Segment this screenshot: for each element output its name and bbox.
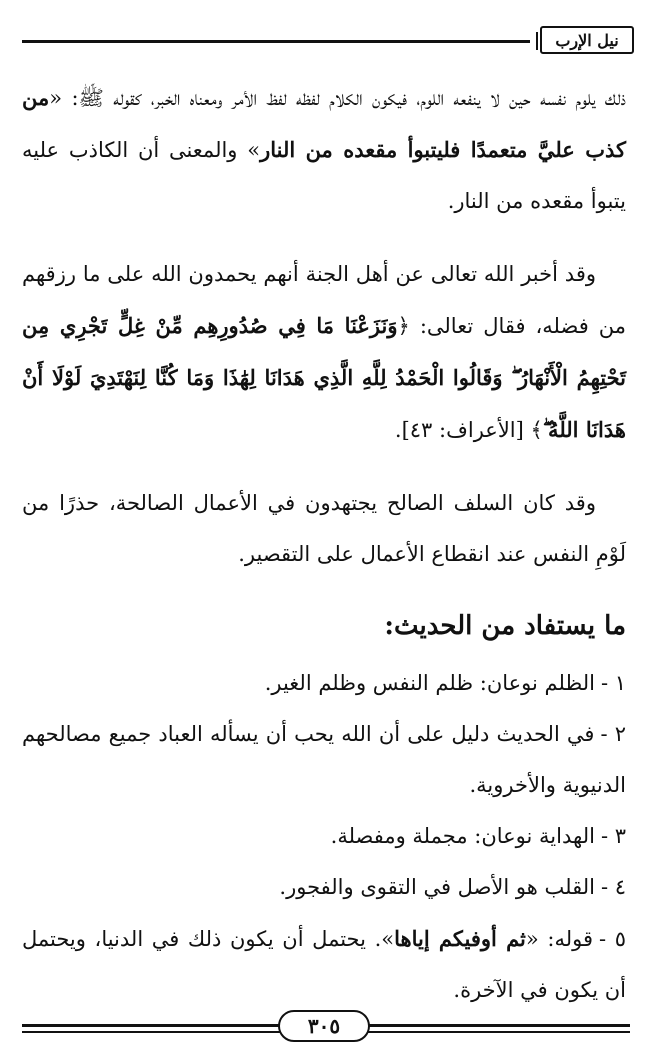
list-item-text: في الحديث دليل على أن الله يحب أن يسأله العباد جميع مصالحهم الدنيوية والأخروية.: [22, 722, 626, 797]
quran-verse: وَنَزَعْنَا مَا فِي صُدُورِهِم مِّنْ غِلٍّ تَجْرِي مِن تَحْتِهِمُ الْأَنْهَارُ ۖ وَقَالُوا الْحَمْدُ لِلَّهِ الَّذِي هَدَانَا لِهَٰذَا وَمَا كُنَّا لِنَهْتَدِيَ لَوْلَا أَنْ هَدَانَا اللَّهُ ۖ: [22, 313, 626, 442]
header-rule-end: [536, 32, 538, 50]
list-item: [22, 658, 626, 709]
verse-reference: ﴾ [الأعراف: ٤٣].: [394, 418, 543, 442]
list-item-text-end: ». يحتمل أن يكون ذلك في الدنيا، ويحتمل أن يكون في الآخرة.: [22, 927, 626, 1002]
page-footer: [22, 1008, 630, 1048]
list-item-text: قوله: «: [525, 927, 593, 951]
hadith-quote: ثم أوفيكم إياها: [394, 926, 526, 951]
paragraph-1-text-end: » والمعنى أن الكاذب عليه يتبوأ مقعده من النار.: [22, 138, 626, 213]
list-item-number: ٥ -: [599, 927, 626, 951]
paragraph-1: [22, 72, 626, 227]
paragraph-2: [22, 249, 626, 456]
benefits-list: [22, 658, 626, 1016]
list-item-number: ١ -: [600, 671, 626, 695]
list-item-text: الهداية نوعان: مجملة ومفصلة.: [330, 824, 595, 848]
list-item-number: ٤ -: [600, 875, 626, 899]
page-body: [22, 72, 626, 1016]
header-rule: [22, 40, 530, 43]
page-header: [22, 20, 634, 60]
book-title: نيل الإرب: [540, 26, 634, 54]
list-item: [22, 862, 626, 913]
section-heading: ما يستفاد من الحديث:: [384, 611, 626, 641]
list-item-number: ٢ -: [600, 722, 626, 746]
list-item: [22, 913, 626, 1016]
page-number: ٣٠٥: [278, 1010, 370, 1042]
paragraph-1-text: ذلك يلوم نفسه حين لا ينفعه اللوم، فيكون الكلام لفظه لفظ الأمر ومعناه الخبر، كقوله ﷺ: «: [49, 86, 626, 110]
list-item-text: القلب هو الأصل في التقوى والفجور.: [279, 875, 595, 899]
list-item: [22, 709, 626, 811]
paragraph-2-text: وقد أخبر الله تعالى عن أهل الجنة أنهم يحمدون الله على ما رزقهم من فضله، فقال تعالى: ﴿: [22, 262, 626, 338]
hadith-quote: من كذب عليَّ متعمدًا فليتبوأ مقعده من النار: [22, 85, 626, 162]
paragraph-3: وقد كان السلف الصالح يجتهدون في الأعمال الصالحة، حذرًا من لَوْمِ النفس عند انقطاع الأعمال على التقصير.: [22, 491, 626, 566]
list-item: [22, 811, 626, 862]
list-item-number: ٣ -: [600, 824, 626, 848]
list-item-text: الظلم نوعان: ظلم النفس وظلم الغير.: [264, 671, 595, 695]
